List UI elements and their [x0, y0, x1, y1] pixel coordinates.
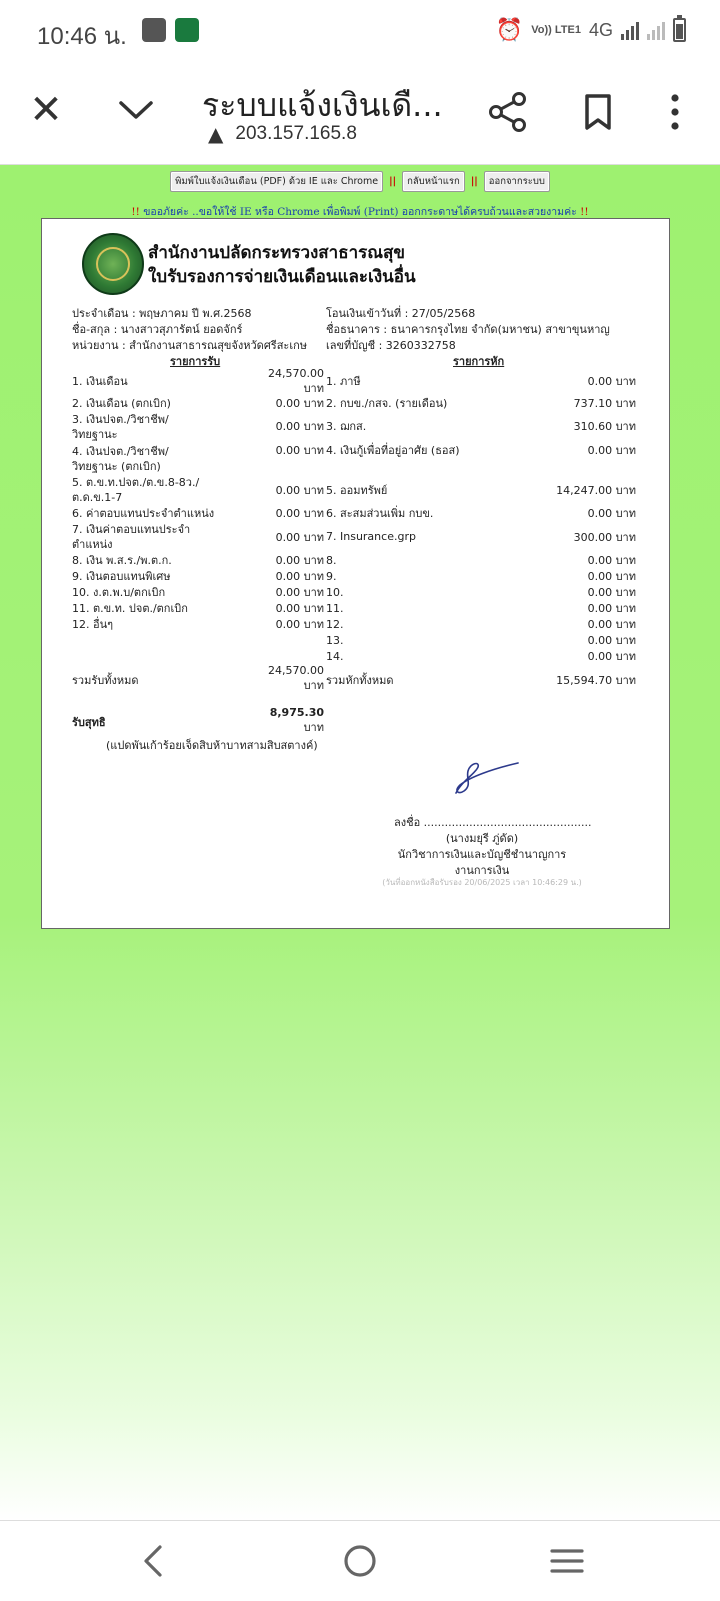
signer-position: นักวิชาการเงินและบัญชีชำนาญการ — [397, 848, 567, 861]
total-deduction-label: รวมหักทั้งหมด — [326, 674, 394, 687]
income-item-label: 7. เงินค่าตอบแทนประจำ ตำแหน่ง — [72, 523, 191, 551]
income-item-amount: 0.00 บาท — [275, 586, 324, 599]
income-header: รายการรับ — [170, 355, 221, 368]
income-item-label: 8. เงิน พ.ส.ร./พ.ต.ก. — [72, 554, 172, 567]
total-deduction-amount: 15,594.70 บาท — [556, 674, 636, 687]
income-item-label: 9. เงินตอบแทนพิเศษ — [72, 570, 171, 583]
income-item-amount: 0.00 บาท — [275, 618, 324, 631]
notice-bang: !! — [580, 206, 589, 218]
employee-name: ชื่อ-สกุล : นางสาวสุภารัตน์ ยอดจักร์ — [72, 323, 243, 336]
issue-date: (วันที่ออกหนังสือรับรอง 20/06/2025 เวลา 10:46:29 น.) — [382, 878, 582, 887]
deduction-item-label: 13. — [326, 634, 344, 647]
income-item-amount: 0.00 บาท — [275, 397, 324, 410]
deduction-item-amount: 14,247.00 บาท — [556, 484, 636, 497]
total-income-value: 24,570.00 — [268, 664, 324, 677]
deduction-item-amount: 0.00 บาท — [587, 602, 636, 615]
notice-text: ขออภัยค่ะ ..ขอให้ใช้ IE หรือ Chrome เพื่อพิมพ์ (Print) ออกกระดาษได้ครบถ้วนและสวยงามค่ะ — [143, 206, 577, 218]
salary-slip — [41, 218, 670, 929]
warning-icon[interactable]: ▲ — [208, 122, 224, 146]
status-icons — [496, 14, 686, 46]
income-item-label: 12. อื่นๆ — [72, 618, 114, 631]
close-icon[interactable]: ✕ — [29, 87, 63, 133]
income-item-amount: 0.00 บาท — [275, 554, 324, 567]
deduction-item-label: 8. — [326, 554, 337, 567]
deduction-item-amount: 0.00 บาท — [587, 554, 636, 567]
bank-name: ชื่อธนาคาร : ธนาคารกรุงไทย จำกัด(มหาชน) สาขาขุนหาญ — [326, 323, 610, 336]
income-item-label: 4. เงินปจต./วิชาชีพ/ วิทยฐานะ (ตกเบิก) — [72, 445, 169, 473]
url-text[interactable]: 203.157.165.8 — [235, 123, 357, 144]
signal-sim2-icon — [647, 20, 665, 40]
recent-apps-icon[interactable] — [545, 1539, 589, 1583]
total-income-label: รวมรับทั้งหมด — [72, 674, 139, 687]
signature-image — [452, 759, 522, 799]
deduction-item-label: 12. — [326, 618, 344, 631]
organization-name: สำนักงานปลัดกระทรวงสาธารณสุข — [148, 243, 406, 263]
deduction-item-amount: 0.00 บาท — [587, 634, 636, 647]
document-title: ใบรับรองการจ่ายเงินเดือนและเงินอื่น — [148, 267, 416, 287]
deduction-item-amount: 0.00 บาท — [587, 618, 636, 631]
income-item-label: 5. ต.ข.ท.ปจต./ต.ข.8-8ว./ ต.ด.ข.1-7 — [72, 476, 200, 504]
web-content — [0, 165, 720, 1520]
signal-icon — [621, 20, 639, 40]
deduction-item-amount: 0.00 บาท — [587, 507, 636, 520]
pay-month: ประจำเดือน : พฤษภาคม ปี พ.ศ.2568 — [72, 307, 252, 320]
notice-bang: !! — [131, 206, 140, 218]
deduction-item-amount: 0.00 บาท — [587, 586, 636, 599]
income-item-label: 3. เงินปจต./วิชาชีพ/ วิทยฐานะ — [72, 413, 169, 441]
sign-label: ลงชื่อ ................................................ — [394, 816, 592, 829]
deduction-item-amount: 300.00 บาท — [573, 531, 636, 544]
total-income-amount — [264, 663, 324, 693]
page-title: ระบบแจ้งเงินเดื... — [202, 86, 443, 124]
deduction-item-amount: 0.00 บาท — [587, 650, 636, 663]
deduction-item-label: 6. สะสมส่วนเพิ่ม กบข. — [326, 507, 434, 520]
income-item-label: 2. เงินเดือน (ตกเบิก) — [72, 397, 171, 410]
deduction-item-amount: 0.00 บาท — [587, 375, 636, 388]
app-notification-icon — [175, 18, 199, 42]
income-item-amount: 0.00 บาท — [275, 444, 324, 457]
deduction-item-label: 11. — [326, 602, 344, 615]
deduction-item-label: 7. Insurance.grp — [326, 530, 416, 543]
signer-name: (นางมยุรี ภู่ดัด) — [445, 832, 519, 845]
system-nav-bar — [0, 1520, 720, 1601]
signer-department: งานการเงิน — [454, 864, 510, 877]
net-amount — [264, 705, 324, 735]
deduction-item-label: 5. ออมทรัพย์ — [326, 484, 388, 497]
deduction-item-label: 10. — [326, 586, 344, 599]
income-item-amount: 0.00 บาท — [275, 484, 324, 497]
income-item-amount: 24,570.00 บาท — [268, 367, 324, 395]
back-icon[interactable] — [131, 1539, 175, 1583]
income-item-amount: 0.00 บาท — [275, 602, 324, 615]
deduction-item-amount: 0.00 บาท — [587, 444, 636, 457]
browser-toolbar — [0, 60, 720, 165]
print-button[interactable]: พิมพ์ใบแจ้งเงินเดือน (PDF) ด้วย IE และ Chrome — [170, 171, 383, 192]
bookmark-icon[interactable] — [578, 90, 618, 134]
transfer-date: โอนเงินเข้าวันที่ : 27/05/2568 — [326, 307, 476, 320]
chevron-down-icon[interactable] — [112, 88, 160, 132]
income-item-label: 6. ค่าตอบแทนประจำตำแหน่ง — [72, 507, 215, 520]
network-type: 4G — [588, 19, 613, 40]
agency: หน่วยงาน : สำนักงานสาธารณสุขจังหวัดศรีสะเกษ — [72, 339, 307, 352]
net-amount-words: (แปดพันเก้าร้อยเจ็ดสิบห้าบาทสามสิบสตางค์) — [106, 739, 318, 752]
income-item-amount: 0.00 บาท — [275, 531, 324, 544]
url-row[interactable] — [208, 122, 357, 146]
deduction-item-label: 3. ฌกส. — [326, 420, 367, 433]
volte-indicator: Vo)) LTE1 — [531, 23, 581, 36]
deduction-item-amount: 737.10 บาท — [573, 397, 636, 410]
deduction-item-amount: 0.00 บาท — [587, 570, 636, 583]
share-icon[interactable] — [486, 90, 530, 134]
deduction-item-label: 14. — [326, 650, 344, 663]
status-bar — [0, 0, 720, 60]
deduction-item-label: 2. กบข./กสจ. (รายเดือน) — [326, 397, 448, 410]
separator: || — [389, 176, 397, 187]
page-nav — [0, 171, 720, 192]
more-vert-icon[interactable] — [660, 90, 690, 134]
alarm-icon: ⏰ — [495, 17, 524, 42]
home-button[interactable]: กลับหน้าแรก — [402, 171, 465, 192]
battery-icon — [673, 18, 686, 42]
logout-button[interactable]: ออกจากระบบ — [484, 171, 550, 192]
deduction-header: รายการหัก — [453, 355, 505, 368]
shopping-bag-notification-icon — [142, 18, 166, 42]
income-item-amount: 0.00 บาท — [275, 420, 324, 433]
net-unit: บาท — [303, 721, 324, 734]
total-income-unit: บาท — [303, 679, 324, 692]
income-item-label: 1. เงินเดือน — [72, 375, 128, 388]
deduction-item-label: 4. เงินกู้เพื่อที่อยู่อาศัย (ธอส) — [326, 444, 460, 457]
deduction-item-label: 1. ภาษี — [326, 375, 361, 388]
separator: || — [470, 176, 478, 187]
income-item-amount: 0.00 บาท — [275, 507, 324, 520]
income-item-label: 11. ต.ข.ท. ปจต./ตกเบิก — [72, 602, 188, 615]
deduction-item-label: 9. — [326, 570, 337, 583]
net-label: รับสุทธิ — [72, 716, 106, 729]
net-value: 8,975.30 — [269, 706, 324, 719]
ministry-seal-icon — [82, 233, 144, 295]
home-icon[interactable] — [338, 1539, 382, 1583]
income-item-label: 10. ง.ต.พ.บ/ตกเบิก — [72, 586, 166, 599]
status-clock: 10:46 น. — [37, 23, 127, 50]
income-item-amount: 0.00 บาท — [275, 570, 324, 583]
deduction-item-amount: 310.60 บาท — [573, 420, 636, 433]
account-number: เลขที่บัญชี : 3260332758 — [326, 339, 456, 352]
